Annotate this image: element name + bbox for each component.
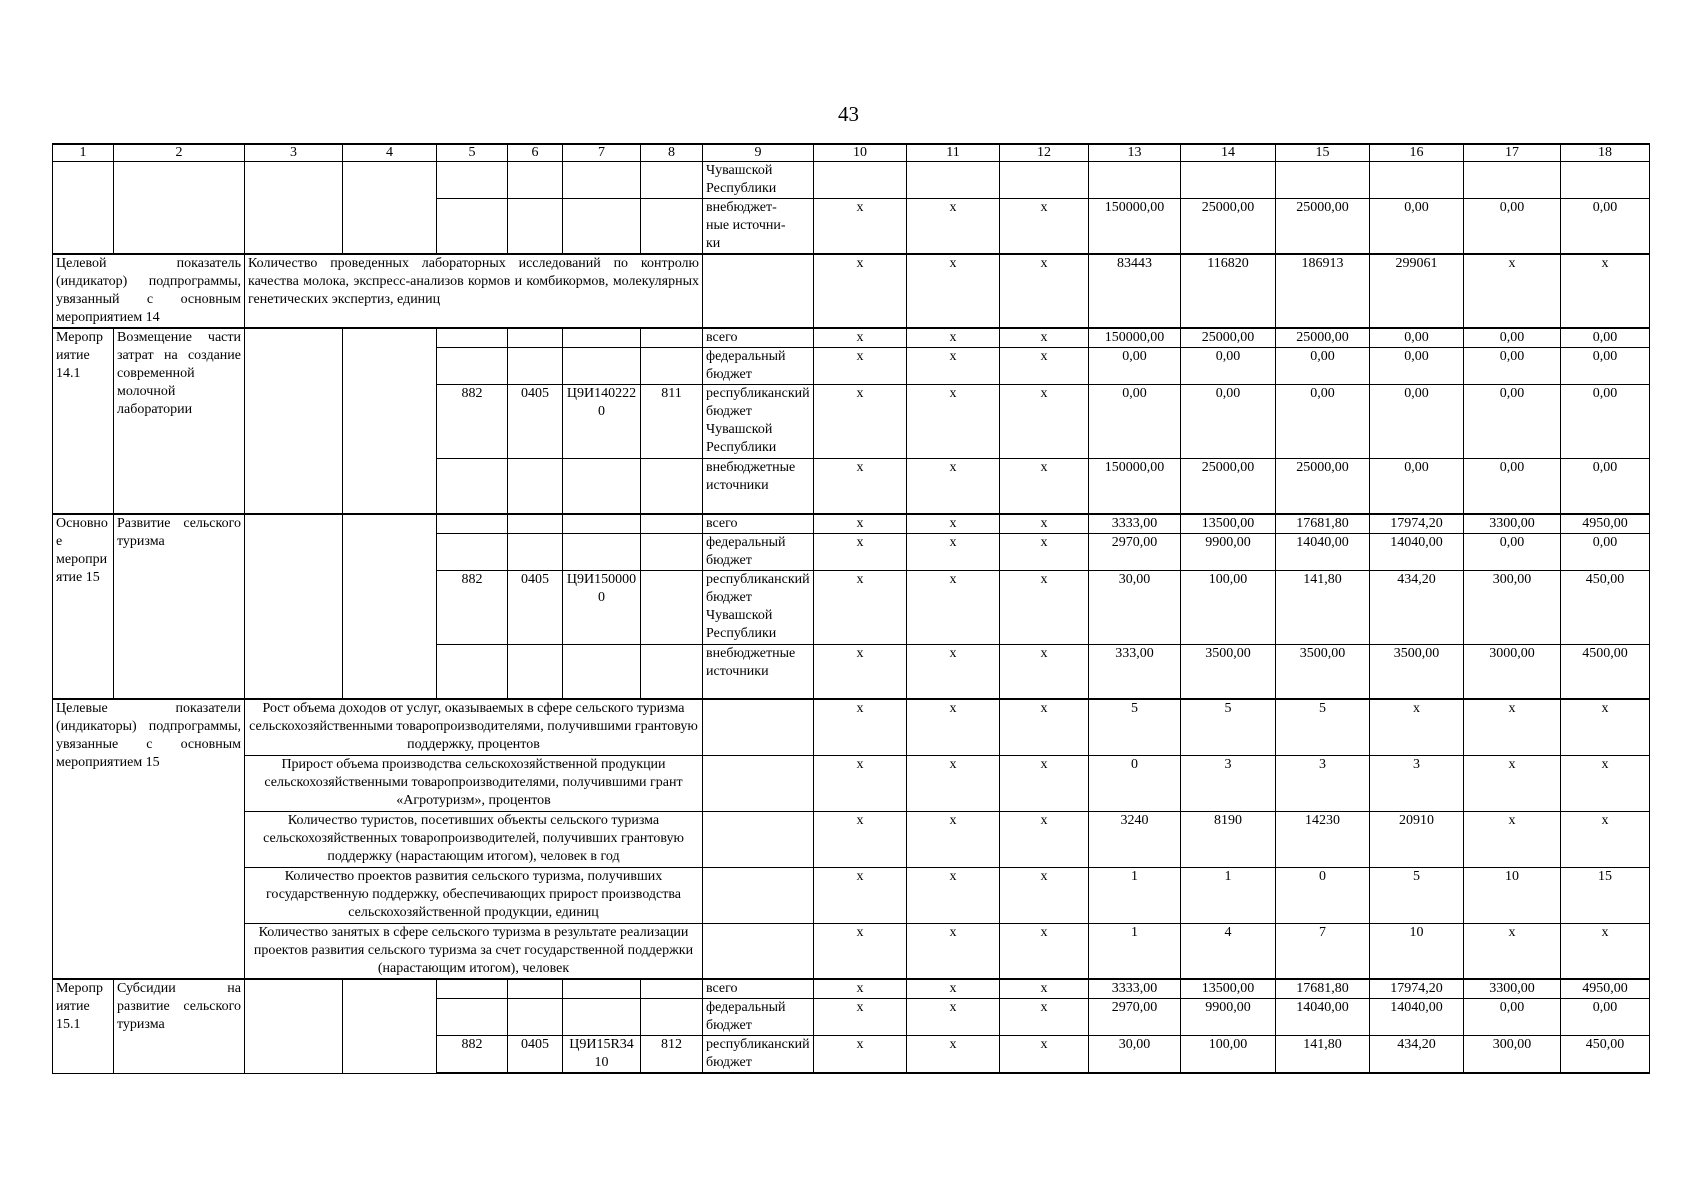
value-cell: x [907,979,1000,999]
section-code: 0405 [508,1036,563,1074]
measure-number: Мероприятие 15.1 [53,979,114,1073]
value-cell: 4950,00 [1561,514,1650,534]
value-cell: x [907,459,1000,514]
value-cell: x [907,644,1000,699]
funding-source: Чувашской Республики [703,162,814,199]
value-cell: x [1464,923,1561,979]
value-cell: 186913 [1276,254,1370,328]
indicator-text: Прирост объема производства сельскохозяйственной продукции сельскохозяйственными товаропроизводителями, получившими грант «Агротуризм», процентов [245,755,703,811]
value-cell: 10 [1370,923,1464,979]
value-cell: 0,00 [1561,385,1650,459]
value-cell: 14040,00 [1370,999,1464,1036]
header-cell: 10 [814,144,907,162]
indicator-text: Количество занятых в сфере сельского туризма в результате реализации проектов развития сельского туризма за счет государственной поддержки (нарастающим итогом), человек [245,923,703,979]
target-article-code: Ц9И1402220 [563,385,641,459]
value-cell: x [907,570,1000,644]
value-cell: 14040,00 [1370,533,1464,570]
value-cell: 0,00 [1276,348,1370,385]
value-cell: 83443 [1089,254,1181,328]
value-cell: x [907,328,1000,348]
value-cell: 3300,00 [1464,514,1561,534]
value-cell: 0,00 [1561,533,1650,570]
empty-cell [641,570,703,644]
value-cell: x [907,755,1000,811]
value-cell: 17974,20 [1370,979,1464,999]
section-code: 0405 [508,570,563,644]
value-cell: x [814,644,907,699]
expense-type-code: 811 [641,385,703,459]
value-cell: 17681,80 [1276,514,1370,534]
value-cell: 3500,00 [1370,644,1464,699]
funding-source: всего [703,328,814,348]
value-cell: 0,00 [1464,199,1561,255]
header-cell: 5 [437,144,508,162]
empty-cell [114,162,245,255]
value-cell: 25000,00 [1276,328,1370,348]
value-cell: 3333,00 [1089,979,1181,999]
empty-cell [53,162,114,255]
header-cell: 14 [1181,144,1276,162]
value-cell: x [814,348,907,385]
table-row [53,979,1650,999]
funding-source: федеральный бюджет [703,533,814,570]
value-cell: 3240 [1089,811,1181,867]
value-cell: 10 [1464,867,1561,923]
value-cell: 14230 [1276,811,1370,867]
measure-number: Мероприятие 14.1 [53,328,114,514]
value-cell: x [814,1036,907,1074]
value-cell: 116820 [1181,254,1276,328]
value-cell: 0,00 [1370,385,1464,459]
indicator-row [53,811,1650,867]
value-cell: 9900,00 [1181,999,1276,1036]
indicator-text: Количество проектов развития сельского туризма, получивших государственную поддержку, обеспечивающих прирост производства сельскохозяйственной продукции, единиц [245,867,703,923]
value-cell: x [1464,755,1561,811]
table-row [53,514,1650,534]
funding-source: республиканский бюджет Чувашской Республики [703,385,814,459]
value-cell: 3 [1370,755,1464,811]
value-cell: 0 [1276,867,1370,923]
value-cell: x [814,867,907,923]
value-cell: 0,00 [1464,459,1561,514]
value-cell: x [907,699,1000,755]
target-article-code: Ц9И15R3410 [563,1036,641,1074]
value-cell: 300,00 [1464,570,1561,644]
value-cell: 0,00 [1089,385,1181,459]
value-cell: x [1000,459,1089,514]
header-cell: 3 [245,144,343,162]
header-cell: 9 [703,144,814,162]
header-cell: 16 [1370,144,1464,162]
value-cell: 5 [1181,699,1276,755]
header-cell: 7 [563,144,641,162]
funding-source: республиканский бюджет [703,1036,814,1074]
value-cell: 333,00 [1089,644,1181,699]
value-cell: 4 [1181,923,1276,979]
indicator-row [53,755,1650,811]
header-cell: 2 [114,144,245,162]
value-cell: 30,00 [1089,1036,1181,1074]
value-cell: 5 [1276,699,1370,755]
expense-type-code: 812 [641,1036,703,1074]
value-cell: x [814,533,907,570]
value-cell: x [814,811,907,867]
value-cell: x [907,811,1000,867]
empty-cell [703,254,814,328]
value-cell: 4500,00 [1561,644,1650,699]
measure-number: Основное мероприятие 15 [53,514,114,700]
empty-cell [245,979,343,1073]
value-cell: 7 [1276,923,1370,979]
value-cell: 0,00 [1370,199,1464,255]
value-cell: x [1561,254,1650,328]
value-cell: 0,00 [1370,328,1464,348]
measure-name: Возмещение части затрат на создание современной молочной лаборатории [114,328,245,514]
grbs-code: 882 [437,1036,508,1074]
target-article-code: Ц9И1500000 [563,570,641,644]
value-cell: 15 [1561,867,1650,923]
funding-source: федеральный бюджет [703,999,814,1036]
value-cell: x [1000,1036,1089,1074]
value-cell: 0,00 [1276,385,1370,459]
value-cell: x [907,385,1000,459]
table-row [53,328,1650,348]
value-cell: x [1370,699,1464,755]
funding-source: всего [703,514,814,534]
value-cell: 3 [1181,755,1276,811]
empty-cell [245,514,343,700]
value-cell: x [1000,199,1089,255]
page-number: 43 [838,102,859,126]
value-cell: x [1000,979,1089,999]
header-cell: 6 [508,144,563,162]
value-cell: x [814,999,907,1036]
value-cell: 3300,00 [1464,979,1561,999]
value-cell: x [1561,811,1650,867]
value-cell: 0,00 [1089,348,1181,385]
value-cell: x [1561,755,1650,811]
value-cell: 100,00 [1181,570,1276,644]
value-cell: x [1464,811,1561,867]
value-cell: 0,00 [1370,348,1464,385]
value-cell: 300,00 [1464,1036,1561,1074]
funding-source: внебюджетные источники [703,459,814,514]
funding-source: внебюджетные источники [703,644,814,699]
value-cell: 0,00 [1561,328,1650,348]
funding-source: всего [703,979,814,999]
value-cell: 5 [1089,699,1181,755]
empty-cell [641,162,703,199]
value-cell: 0,00 [1464,328,1561,348]
value-cell: x [814,755,907,811]
value-cell: 450,00 [1561,1036,1650,1074]
value-cell: x [907,999,1000,1036]
value-cell: 0 [1089,755,1181,811]
value-cell: 0,00 [1561,199,1650,255]
value-cell: x [907,923,1000,979]
header-cell: 11 [907,144,1000,162]
empty-cell [343,514,437,700]
header-cell: 17 [1464,144,1561,162]
value-cell: 100,00 [1181,1036,1276,1074]
value-cell: 13500,00 [1181,979,1276,999]
value-cell: x [1000,514,1089,534]
empty-cell [437,162,508,199]
value-cell: x [907,199,1000,255]
value-cell: 2970,00 [1089,533,1181,570]
value-cell: x [814,328,907,348]
funding-source: федеральный бюджет [703,348,814,385]
header-cell: 12 [1000,144,1089,162]
value-cell: x [907,348,1000,385]
value-cell: 8190 [1181,811,1276,867]
indicator-row [53,923,1650,979]
value-cell: x [1000,811,1089,867]
value-cell: x [814,254,907,328]
indicator-row [53,867,1650,923]
value-cell: 1 [1089,867,1181,923]
empty-cell [508,162,563,199]
value-cell: 14040,00 [1276,999,1370,1036]
value-cell: x [1000,570,1089,644]
value-cell: 0,00 [1464,533,1561,570]
value-cell: 0,00 [1181,348,1276,385]
value-cell: 150000,00 [1089,199,1181,255]
program-table [52,143,1650,1074]
value-cell: 17681,80 [1276,979,1370,999]
grbs-code: 882 [437,570,508,644]
indicator-text: Количество проведенных лабораторных исследований по контролю качества молока, экспресс-анализов кормов и комбикормов, молекулярных генетических экспертиз, единиц [245,254,703,328]
value-cell: x [1000,699,1089,755]
value-cell: x [1464,699,1561,755]
empty-cell [245,328,343,514]
value-cell: x [814,923,907,979]
value-cell: x [1000,533,1089,570]
indicator-label: Целевые показатели (индикаторы) подпрограммы, увязанные с основным мероприятием 15 [53,699,245,979]
value-cell: x [1000,348,1089,385]
funding-source: республиканский бюджет Чувашской Республики [703,570,814,644]
value-cell: x [814,514,907,534]
value-cell: x [814,385,907,459]
value-cell: 20910 [1370,811,1464,867]
value-cell: x [907,514,1000,534]
value-cell: x [1000,644,1089,699]
value-cell: 3000,00 [1464,644,1561,699]
value-cell: 13500,00 [1181,514,1276,534]
value-cell: x [1000,923,1089,979]
value-cell: 434,20 [1370,570,1464,644]
indicator-row [53,254,1650,328]
value-cell: x [1000,867,1089,923]
value-cell: 25000,00 [1181,199,1276,255]
empty-cell [245,162,343,255]
value-cell: 0,00 [1370,459,1464,514]
value-cell: 0,00 [1464,999,1561,1036]
value-cell: x [814,699,907,755]
measure-name: Субсидии на развитие сельского туризма [114,979,245,1073]
header-cell: 13 [1089,144,1181,162]
value-cell: x [1561,923,1650,979]
header-cell: 8 [641,144,703,162]
value-cell: 17974,20 [1370,514,1464,534]
value-cell: 25000,00 [1276,459,1370,514]
header-cell: 4 [343,144,437,162]
value-cell: 150000,00 [1089,459,1181,514]
measure-name: Развитие сельского туризма [114,514,245,700]
value-cell: x [907,254,1000,328]
empty-cell [563,162,641,199]
value-cell: 450,00 [1561,570,1650,644]
value-cell: 25000,00 [1276,199,1370,255]
value-cell: x [1561,699,1650,755]
value-cell: 3500,00 [1181,644,1276,699]
value-cell: 0,00 [1464,385,1561,459]
value-cell: x [814,199,907,255]
value-cell: 141,80 [1276,570,1370,644]
value-cell: 30,00 [1089,570,1181,644]
section-code: 0405 [508,385,563,459]
value-cell: x [907,1036,1000,1074]
value-cell: x [814,459,907,514]
value-cell: 150000,00 [1089,328,1181,348]
indicator-row [53,699,1650,755]
value-cell: x [907,533,1000,570]
header-cell: 18 [1561,144,1650,162]
empty-cell [343,979,437,1073]
funding-source: внебюджет- ные источни- ки [703,199,814,255]
table-row [53,162,1650,199]
header-cell: 1 [53,144,114,162]
value-cell: 3333,00 [1089,514,1181,534]
value-cell: 1 [1181,867,1276,923]
value-cell: x [1000,254,1089,328]
value-cell: x [1000,385,1089,459]
value-cell: 14040,00 [1276,533,1370,570]
value-cell: 141,80 [1276,1036,1370,1074]
indicator-text: Рост объема доходов от услуг, оказываемых в сфере сельского туризма сельскохозяйственными товаропроизводителями, получившими грантовую поддержку, процентов [245,699,703,755]
value-cell: 0,00 [1181,385,1276,459]
value-cell: 3 [1276,755,1370,811]
value-cell: x [1000,328,1089,348]
value-cell: 25000,00 [1181,459,1276,514]
value-cell: 0,00 [1561,999,1650,1036]
grbs-code: 882 [437,385,508,459]
value-cell: 299061 [1370,254,1464,328]
empty-cell [343,162,437,255]
value-cell: 5 [1370,867,1464,923]
value-cell: x [1000,755,1089,811]
value-cell: 1 [1089,923,1181,979]
value-cell: 9900,00 [1181,533,1276,570]
value-cell: 4950,00 [1561,979,1650,999]
value-cell: x [814,979,907,999]
column-number-row [53,144,1650,162]
value-cell: x [1464,254,1561,328]
value-cell: 2970,00 [1089,999,1181,1036]
value-cell: 3500,00 [1276,644,1370,699]
value-cell: 25000,00 [1181,328,1276,348]
indicator-text: Количество туристов, посетивших объекты сельского туризма сельскохозяйственных товаропроизводителей, получивших грантовую поддержку (нарастающим итогом), человек в год [245,811,703,867]
value-cell: 0,00 [1561,348,1650,385]
value-cell: 0,00 [1464,348,1561,385]
value-cell: x [1000,999,1089,1036]
value-cell: x [907,867,1000,923]
indicator-label: Целевой показатель (индикатор) подпрограммы, увязанный с основным мероприятием 14 [53,254,245,328]
value-cell: x [814,570,907,644]
header-cell: 15 [1276,144,1370,162]
value-cell: 0,00 [1561,459,1650,514]
value-cell: 434,20 [1370,1036,1464,1074]
empty-cell [343,328,437,514]
